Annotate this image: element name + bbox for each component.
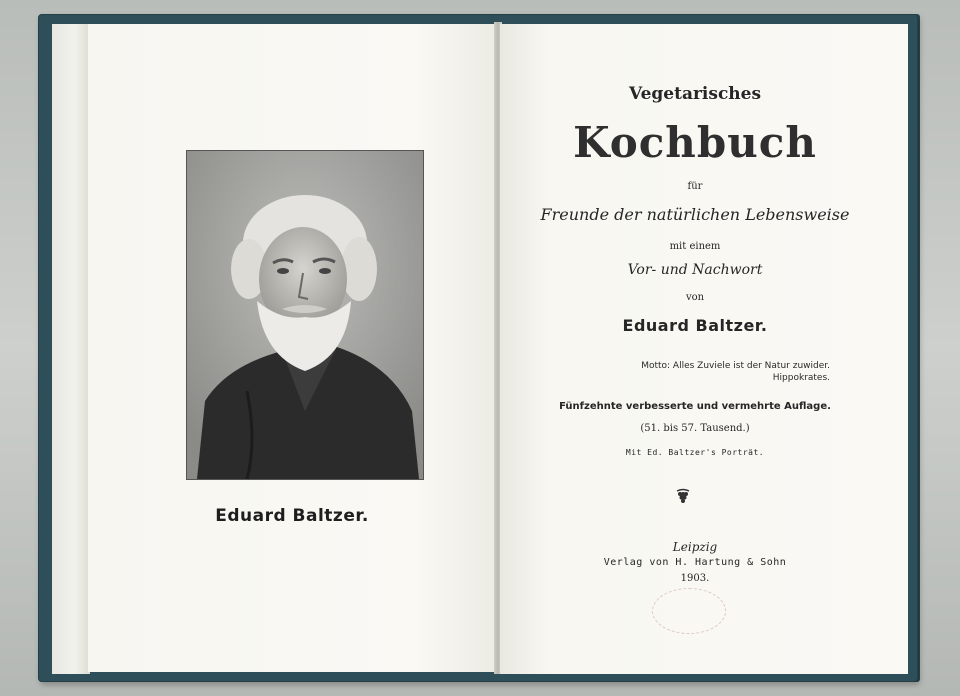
library-stamp: [652, 588, 726, 634]
author-name: Eduard Baltzer.: [622, 316, 768, 335]
grape-ornament-icon: [675, 488, 691, 508]
publication-year: 1903.: [680, 573, 710, 584]
book-title: Kochbuch: [573, 118, 817, 167]
portrait-caption: Eduard Baltzer.: [215, 506, 369, 526]
line-von: von: [685, 292, 705, 303]
pre-title: Vegetarisches: [628, 84, 762, 104]
portrait-note: Mit Ed. Baltzer's Porträt.: [625, 448, 765, 457]
subtitle: Freunde der natürlichen Lebensweise: [540, 205, 850, 224]
author-portrait-image: [186, 150, 424, 480]
thousands-note: (51. bis 57. Tausend.): [640, 423, 750, 434]
vor-und-nachwort: Vor- und Nachwort: [627, 262, 763, 278]
publisher: Verlag von H. Hartung & Sohn: [603, 557, 787, 568]
line-fuer: für: [687, 181, 703, 192]
endpaper: [52, 24, 90, 674]
publication-city: Leipzig: [672, 540, 718, 554]
motto-text: Motto: Alles Zuviele ist der Natur zuwider.: [641, 361, 830, 371]
line-mit-einem: mit einem: [669, 241, 721, 252]
edition-note: Fünfzehnte verbesserte und vermehrte Auflage.: [559, 401, 831, 412]
motto-source: Hippokrates.: [772, 373, 830, 383]
motto-block: [630, 360, 830, 384]
